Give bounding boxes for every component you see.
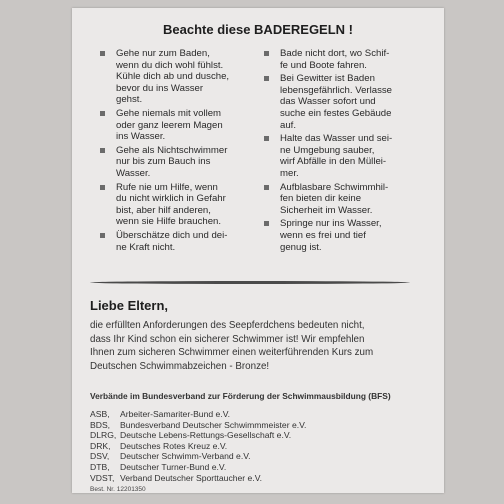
rules-left-column <box>98 48 268 255</box>
association-row: DLRG, Deutsche Lebens-Rettungs-Gesellschaft e.V. <box>90 430 292 441</box>
square-bullet-icon <box>264 136 269 141</box>
square-bullet-icon <box>100 185 105 190</box>
flyer-card <box>72 8 444 493</box>
rule-item: Bei Gewitter ist Baden lebensgefährlich. Verlasse das Wasser sofort und suche ein festes Gebäude auf. <box>262 73 422 131</box>
rule-item: Überschätze dich und dei- ne Kraft nicht. <box>98 230 268 253</box>
square-bullet-icon <box>264 185 269 190</box>
rule-item: Rufe nie um Hilfe, wenn du nicht wirklich in Gefahr bist, aber hilf anderen, wenn sie Hilfe brauchen. <box>98 182 268 228</box>
square-bullet-icon <box>264 51 269 56</box>
rule-item: Bade nicht dort, wo Schif- fe und Boote fahren. <box>262 48 422 71</box>
square-bullet-icon <box>264 76 269 81</box>
association-row: DTB, Deutscher Turner-Bund e.V. <box>90 461 227 472</box>
association-row: DSV, Deutscher Schwimm-Verband e.V. <box>90 451 251 462</box>
square-bullet-icon <box>100 51 105 56</box>
rule-item: Gehe niemals mit vollem oder ganz leerem Magen ins Wasser. <box>98 108 268 143</box>
rules-right-column <box>262 48 422 255</box>
association-row: VDST, Verband Deutscher Sporttaucher e.V. <box>90 472 263 483</box>
rule-item: Gehe nur zum Baden, wenn du dich wohl fühlst. Kühle dich ab und dusche, bevor du ins Wasser gehst. <box>98 48 268 106</box>
associations-list <box>90 409 306 483</box>
square-bullet-icon <box>100 233 105 238</box>
rule-item: Gehe als Nichtschwimmer nur bis zum Bauch ins Wasser. <box>98 145 268 180</box>
parents-paragraph: die erfüllten Anforderungen des Seepferdchens bedeuten nicht, dass Ihr Kind schon ein sicherer Schwimmer ist! Wir empfehlen Ihnen zum sicheren Schwimmer einen weiterführenden Kurs zum Deutschen Schwimmabzeichen - Bronze! <box>90 320 374 372</box>
rule-item: Halte das Wasser und sei- ne Umgebung sauber, wirf Abfälle in den Müllei- mer. <box>262 133 422 179</box>
association-row: DRK, Deutsches Rotes Kreuz e.V. <box>90 440 228 451</box>
parents-heading: Liebe Eltern, <box>90 298 169 313</box>
association-row: ASB, Arbeiter-Samariter-Bund e.V. <box>90 409 231 419</box>
rules-title: Beachte diese BADEREGELN ! <box>163 22 353 37</box>
square-bullet-icon <box>100 111 105 116</box>
divider-line <box>90 281 410 284</box>
rule-item: Springe nur ins Wasser, wenn es frei und tief genug ist. <box>262 218 422 253</box>
rule-item: Aufblasbare Schwimmhil- fen bieten dir keine Sicherheit im Wasser. <box>262 182 422 217</box>
square-bullet-icon <box>100 148 105 153</box>
order-number: Best. Nr. 12201350 <box>90 486 146 493</box>
associations-title: Verbände im Bundesverband zur Förderung der Schwimmausbildung (BFS) <box>90 391 391 401</box>
square-bullet-icon <box>264 221 269 226</box>
association-row: BDS, Bundesverband Deutscher Schwimmmeister e.V. <box>90 419 307 430</box>
